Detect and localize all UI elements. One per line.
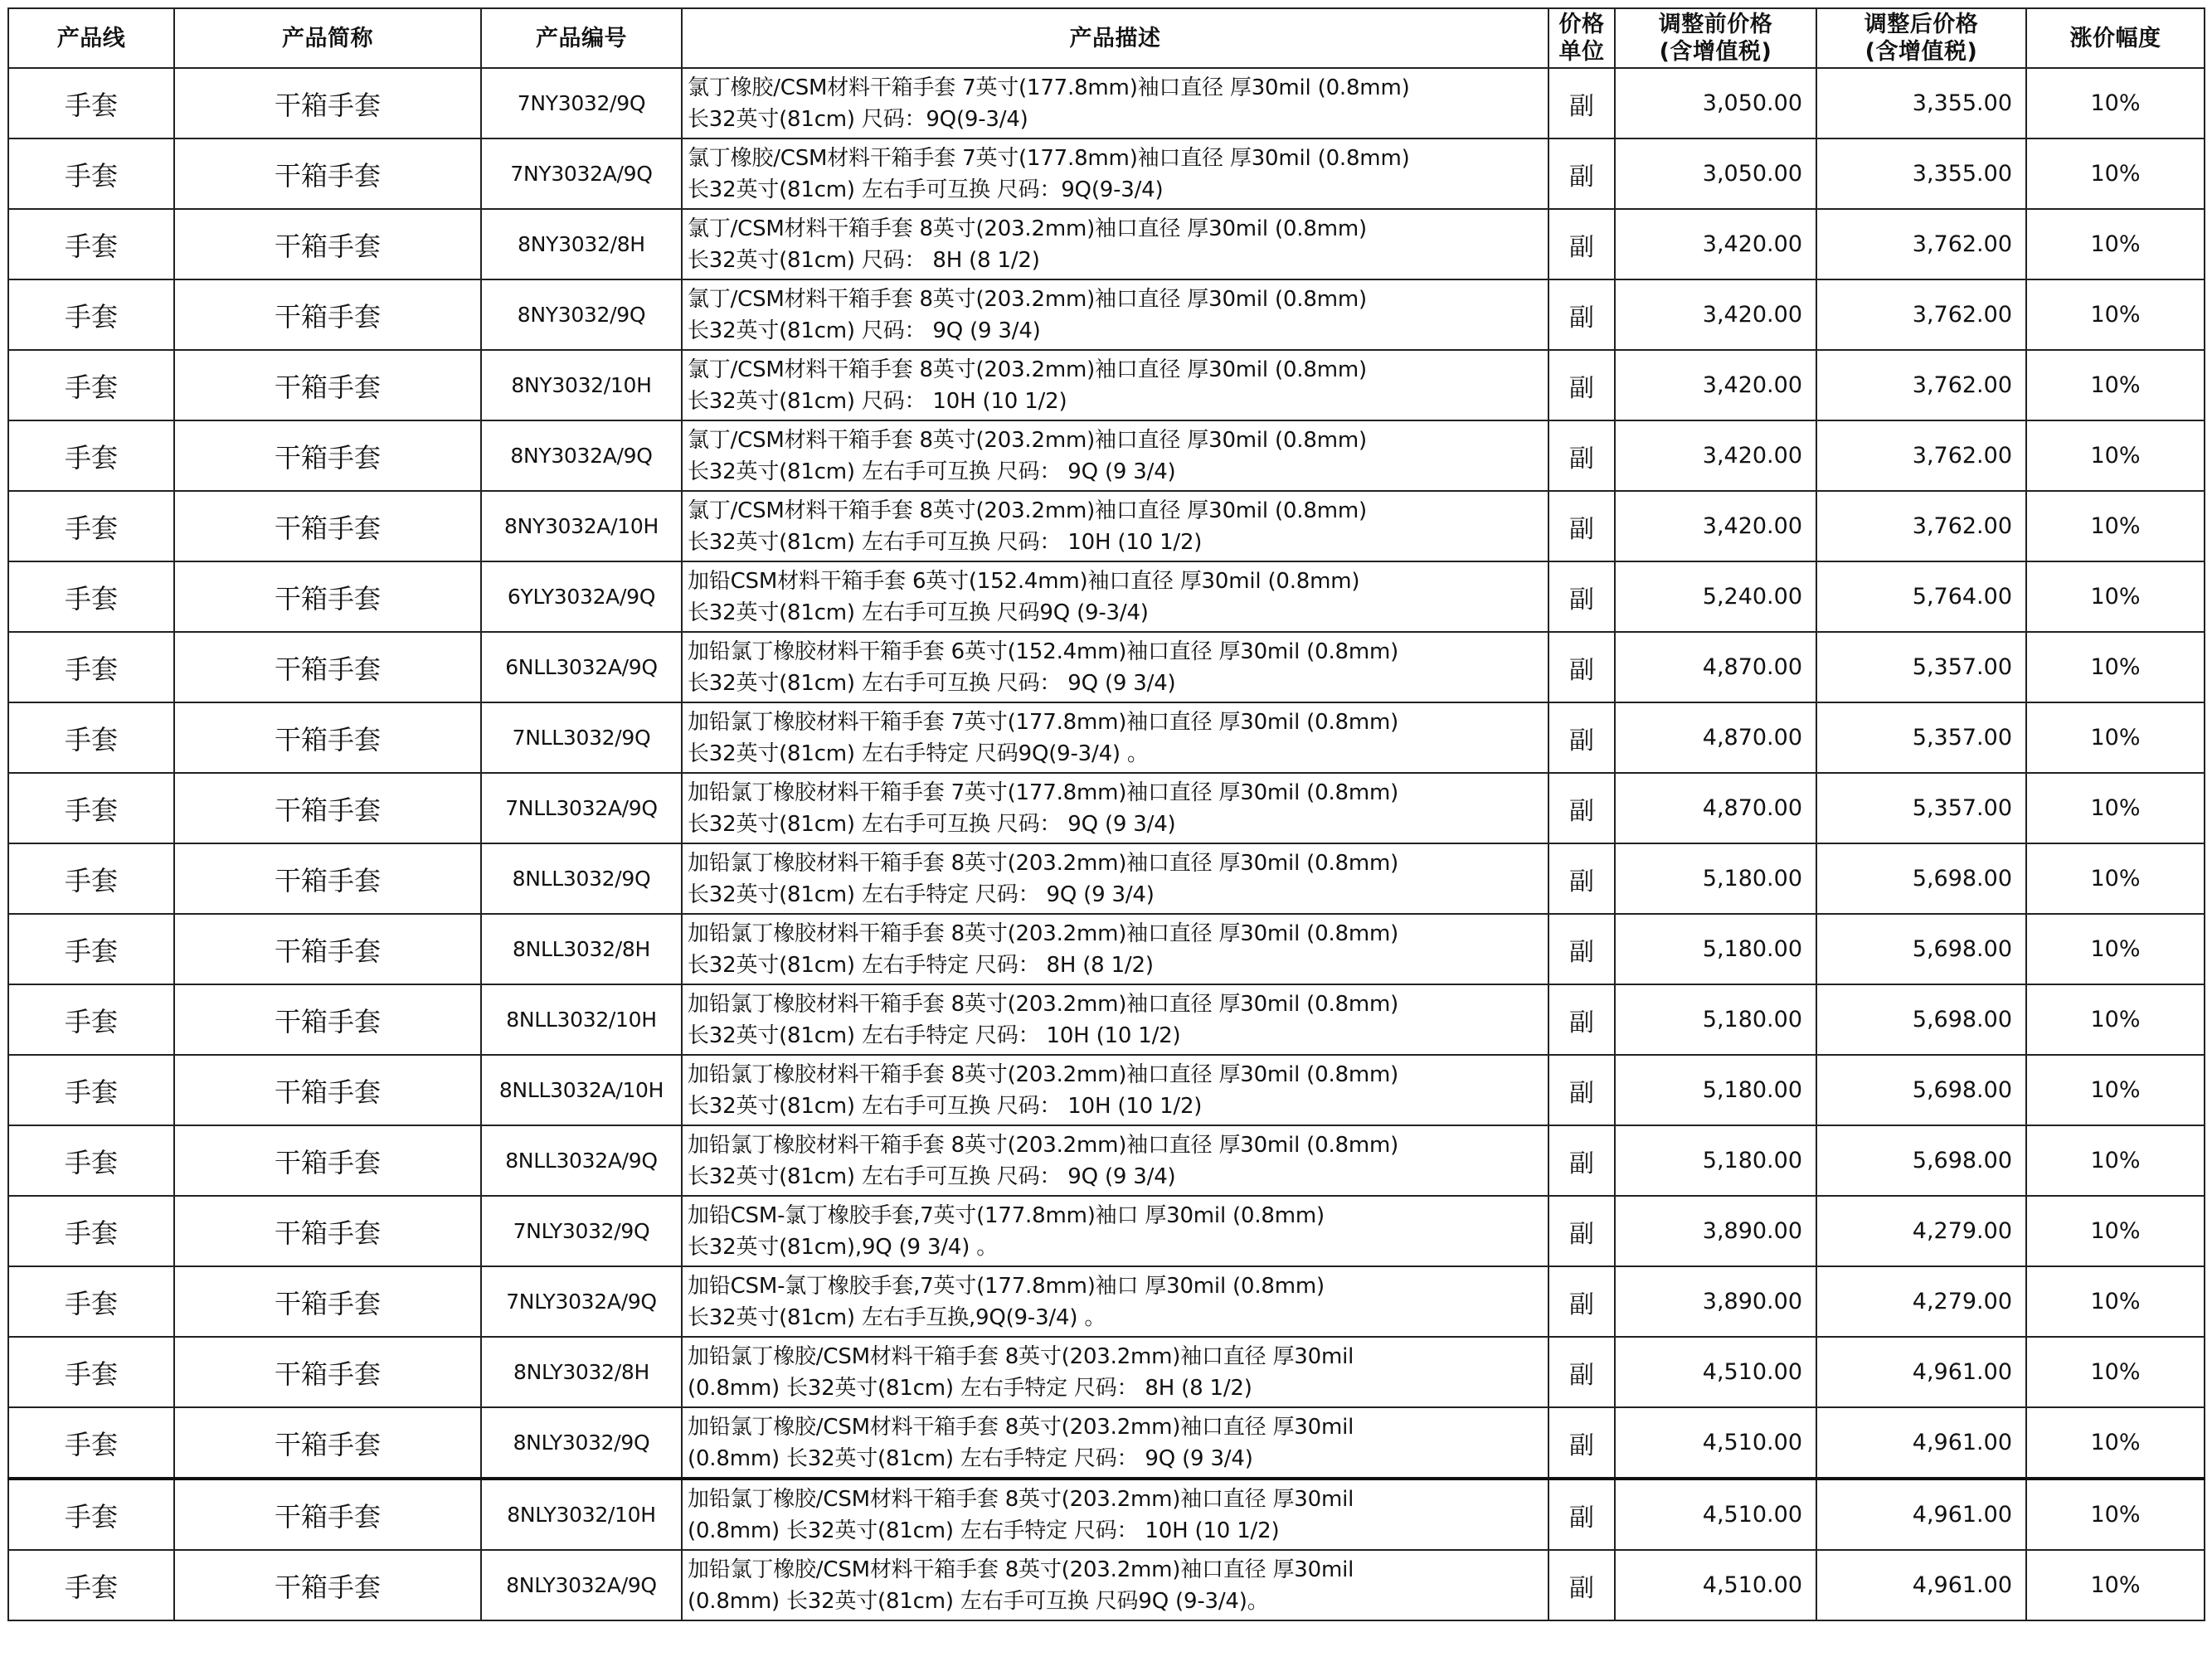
table-row [8, 561, 2205, 632]
price-table [7, 7, 2205, 1621]
price-unit-cell: 副 [1548, 1479, 1615, 1550]
description-cell: 氯丁/CSM材料干箱手套 8英寸(203.2mm)袖口直径 厚30mil (0.8mm) 长32英寸(81cm) 尺码： 8H (8 1/2) [682, 209, 1548, 279]
product-code-cell: 7NLY3032/9Q [481, 1196, 682, 1266]
short-name-cell: 干箱手套 [174, 702, 481, 773]
increase-cell: 10% [2026, 350, 2205, 420]
increase-cell: 10% [2026, 632, 2205, 702]
product-line-cell: 手套 [8, 1055, 174, 1125]
price-after-cell: 3,762.00 [1816, 491, 2026, 561]
price-before-cell: 4,870.00 [1615, 773, 1816, 843]
price-before-cell: 3,420.00 [1615, 279, 1816, 350]
increase-cell: 10% [2026, 138, 2205, 209]
short-name-cell: 干箱手套 [174, 1550, 481, 1620]
short-name-cell: 干箱手套 [174, 279, 481, 350]
price-unit-cell: 副 [1548, 702, 1615, 773]
increase-cell: 10% [2026, 1266, 2205, 1337]
header-product-code: 产品编号 [481, 8, 682, 68]
price-after-cell: 4,961.00 [1816, 1550, 2026, 1620]
price-unit-cell: 副 [1548, 279, 1615, 350]
price-unit-cell: 副 [1548, 773, 1615, 843]
product-code-cell: 8NLY3032/9Q [481, 1407, 682, 1479]
product-line-cell: 手套 [8, 773, 174, 843]
price-after-cell: 3,762.00 [1816, 209, 2026, 279]
price-after-cell: 4,961.00 [1816, 1479, 2026, 1550]
short-name-cell: 干箱手套 [174, 68, 481, 138]
price-unit-cell: 副 [1548, 138, 1615, 209]
short-name-cell: 干箱手套 [174, 1407, 481, 1479]
product-line-cell: 手套 [8, 843, 174, 914]
product-line-cell: 手套 [8, 1407, 174, 1479]
product-line-cell: 手套 [8, 1266, 174, 1337]
table-row [8, 914, 2205, 984]
description-cell: 加铅氯丁橡胶/CSM材料干箱手套 8英寸(203.2mm)袖口直径 厚30mil (0.8mm) 长32英寸(81cm) 左右手特定 尺码： 10H (10 1/2) [682, 1479, 1548, 1550]
price-before-cell: 3,420.00 [1615, 420, 1816, 491]
header-price-unit-line2: 单位 [1558, 39, 1605, 65]
price-before-cell: 5,180.00 [1615, 1055, 1816, 1125]
price-unit-cell: 副 [1548, 420, 1615, 491]
table-row [8, 68, 2205, 138]
short-name-cell: 干箱手套 [174, 1125, 481, 1196]
price-before-cell: 4,510.00 [1615, 1407, 1816, 1479]
product-code-cell: 8NY3032A/10H [481, 491, 682, 561]
product-code-cell: 8NLY3032/10H [481, 1479, 682, 1550]
description-cell: 加铅氯丁橡胶材料干箱手套 7英寸(177.8mm)袖口直径 厚30mil (0.8mm) 长32英寸(81cm) 左右手可互换 尺码： 9Q (9 3/4) [682, 773, 1548, 843]
price-unit-cell: 副 [1548, 843, 1615, 914]
short-name-cell: 干箱手套 [174, 350, 481, 420]
short-name-cell: 干箱手套 [174, 138, 481, 209]
short-name-cell: 干箱手套 [174, 773, 481, 843]
table-row [8, 350, 2205, 420]
table-row [8, 209, 2205, 279]
table-row [8, 1407, 2205, 1479]
description-cell: 加铅氯丁橡胶/CSM材料干箱手套 8英寸(203.2mm)袖口直径 厚30mil (0.8mm) 长32英寸(81cm) 左右手特定 尺码： 8H (8 1/2) [682, 1337, 1548, 1407]
price-unit-cell: 副 [1548, 68, 1615, 138]
product-line-cell: 手套 [8, 561, 174, 632]
header-price-unit-line1: 价格 [1558, 12, 1605, 37]
short-name-cell: 干箱手套 [174, 984, 481, 1055]
header-short-name: 产品简称 [174, 8, 481, 68]
product-line-cell: 手套 [8, 702, 174, 773]
table-row [8, 1125, 2205, 1196]
price-unit-cell: 副 [1548, 1125, 1615, 1196]
price-unit-cell: 副 [1548, 1407, 1615, 1479]
table-row [8, 1479, 2205, 1550]
price-after-cell: 3,762.00 [1816, 350, 2026, 420]
short-name-cell: 干箱手套 [174, 843, 481, 914]
header-row [8, 8, 2205, 68]
header-price-after-line1: 调整后价格 [1864, 12, 1979, 37]
price-before-cell: 3,890.00 [1615, 1266, 1816, 1337]
header-price-after-line2: (含增值税) [1864, 39, 1978, 65]
price-before-cell: 4,510.00 [1615, 1337, 1816, 1407]
short-name-cell: 干箱手套 [174, 561, 481, 632]
increase-cell: 10% [2026, 1055, 2205, 1125]
table-row [8, 984, 2205, 1055]
header-price-unit [1548, 8, 1615, 68]
description-cell: 加铅氯丁橡胶材料干箱手套 8英寸(203.2mm)袖口直径 厚30mil (0.8mm) 长32英寸(81cm) 左右手可互换 尺码： 10H (10 1/2) [682, 1055, 1548, 1125]
product-code-cell: 7NY3032A/9Q [481, 138, 682, 209]
price-after-cell: 4,961.00 [1816, 1407, 2026, 1479]
increase-cell: 10% [2026, 984, 2205, 1055]
product-line-cell: 手套 [8, 279, 174, 350]
description-cell: 加铅氯丁橡胶材料干箱手套 8英寸(203.2mm)袖口直径 厚30mil (0.8mm) 长32英寸(81cm) 左右手可互换 尺码： 9Q (9 3/4) [682, 1125, 1548, 1196]
price-after-cell: 5,698.00 [1816, 843, 2026, 914]
description-cell: 加铅CSM-氯丁橡胶手套,7英寸(177.8mm)袖口 厚30mil (0.8mm) 长32英寸(81cm),9Q (9 3/4) 。 [682, 1196, 1548, 1266]
increase-cell: 10% [2026, 209, 2205, 279]
table-row [8, 1055, 2205, 1125]
price-after-cell: 5,764.00 [1816, 561, 2026, 632]
description-cell: 氯丁/CSM材料干箱手套 8英寸(203.2mm)袖口直径 厚30mil (0.8mm) 长32英寸(81cm) 尺码： 9Q (9 3/4) [682, 279, 1548, 350]
price-before-cell: 4,870.00 [1615, 702, 1816, 773]
header-price-before-line2: (含增值税) [1659, 39, 1772, 65]
price-unit-cell: 副 [1548, 914, 1615, 984]
description-cell: 加铅氯丁橡胶材料干箱手套 8英寸(203.2mm)袖口直径 厚30mil (0.8mm) 长32英寸(81cm) 左右手特定 尺码： 9Q (9 3/4) [682, 843, 1548, 914]
description-cell: 氯丁/CSM材料干箱手套 8英寸(203.2mm)袖口直径 厚30mil (0.8mm) 长32英寸(81cm) 左右手可互换 尺码： 9Q (9 3/4) [682, 420, 1548, 491]
header-price-before [1615, 8, 1816, 68]
increase-cell: 10% [2026, 68, 2205, 138]
product-line-cell: 手套 [8, 138, 174, 209]
product-code-cell: 8NLY3032A/9Q [481, 1550, 682, 1620]
price-before-cell: 5,180.00 [1615, 1125, 1816, 1196]
price-unit-cell: 副 [1548, 984, 1615, 1055]
product-line-cell: 手套 [8, 209, 174, 279]
price-before-cell: 5,240.00 [1615, 561, 1816, 632]
product-code-cell: 7NY3032/9Q [481, 68, 682, 138]
short-name-cell: 干箱手套 [174, 420, 481, 491]
increase-cell: 10% [2026, 1125, 2205, 1196]
product-code-cell: 6NLL3032A/9Q [481, 632, 682, 702]
short-name-cell: 干箱手套 [174, 209, 481, 279]
product-line-cell: 手套 [8, 1125, 174, 1196]
header-description: 产品描述 [682, 8, 1548, 68]
product-line-cell: 手套 [8, 632, 174, 702]
price-unit-cell: 副 [1548, 350, 1615, 420]
product-code-cell: 8NY3032A/9Q [481, 420, 682, 491]
description-cell: 加铅氯丁橡胶材料干箱手套 7英寸(177.8mm)袖口直径 厚30mil (0.8mm) 长32英寸(81cm) 左右手特定 尺码9Q(9-3/4) 。 [682, 702, 1548, 773]
increase-cell: 10% [2026, 773, 2205, 843]
price-before-cell: 3,890.00 [1615, 1196, 1816, 1266]
description-cell: 加铅氯丁橡胶/CSM材料干箱手套 8英寸(203.2mm)袖口直径 厚30mil (0.8mm) 长32英寸(81cm) 左右手可互换 尺码9Q (9-3/4)。 [682, 1550, 1548, 1620]
table-row [8, 491, 2205, 561]
table-row [8, 1266, 2205, 1337]
short-name-cell: 干箱手套 [174, 491, 481, 561]
price-before-cell: 5,180.00 [1615, 984, 1816, 1055]
price-adjustment-sheet [7, 7, 2204, 1621]
description-cell: 加铅氯丁橡胶材料干箱手套 8英寸(203.2mm)袖口直径 厚30mil (0.8mm) 长32英寸(81cm) 左右手特定 尺码： 10H (10 1/2) [682, 984, 1548, 1055]
product-code-cell: 8NLL3032A/10H [481, 1055, 682, 1125]
price-unit-cell: 副 [1548, 561, 1615, 632]
product-line-cell: 手套 [8, 1479, 174, 1550]
price-before-cell: 5,180.00 [1615, 843, 1816, 914]
product-line-cell: 手套 [8, 420, 174, 491]
product-code-cell: 8NLL3032/10H [481, 984, 682, 1055]
price-after-cell: 5,698.00 [1816, 1125, 2026, 1196]
price-unit-cell: 副 [1548, 491, 1615, 561]
price-after-cell: 3,762.00 [1816, 420, 2026, 491]
product-code-cell: 8NLY3032/8H [481, 1337, 682, 1407]
product-code-cell: 7NLL3032A/9Q [481, 773, 682, 843]
price-after-cell: 4,961.00 [1816, 1337, 2026, 1407]
increase-cell: 10% [2026, 843, 2205, 914]
table-row [8, 1550, 2205, 1620]
price-unit-cell: 副 [1548, 1196, 1615, 1266]
description-cell: 氯丁橡胶/CSM材料干箱手套 7英寸(177.8mm)袖口直径 厚30mil (0.8mm) 长32英寸(81cm) 左右手可互换 尺码：9Q(9-3/4) [682, 138, 1548, 209]
price-before-cell: 3,050.00 [1615, 68, 1816, 138]
price-unit-cell: 副 [1548, 1337, 1615, 1407]
increase-cell: 10% [2026, 702, 2205, 773]
price-unit-cell: 副 [1548, 209, 1615, 279]
price-after-cell: 5,357.00 [1816, 773, 2026, 843]
product-line-cell: 手套 [8, 1196, 174, 1266]
description-cell: 氯丁橡胶/CSM材料干箱手套 7英寸(177.8mm)袖口直径 厚30mil (0.8mm) 长32英寸(81cm) 尺码：9Q(9-3/4) [682, 68, 1548, 138]
product-line-cell: 手套 [8, 1550, 174, 1620]
price-before-cell: 5,180.00 [1615, 914, 1816, 984]
product-code-cell: 7NLY3032A/9Q [481, 1266, 682, 1337]
short-name-cell: 干箱手套 [174, 1479, 481, 1550]
price-after-cell: 3,762.00 [1816, 279, 2026, 350]
increase-cell: 10% [2026, 1337, 2205, 1407]
short-name-cell: 干箱手套 [174, 1337, 481, 1407]
price-unit-cell: 副 [1548, 1055, 1615, 1125]
increase-cell: 10% [2026, 279, 2205, 350]
price-unit-cell: 副 [1548, 632, 1615, 702]
table-row [8, 1196, 2205, 1266]
product-code-cell: 8NY3032/8H [481, 209, 682, 279]
product-line-cell: 手套 [8, 914, 174, 984]
price-before-cell: 4,510.00 [1615, 1479, 1816, 1550]
price-after-cell: 5,357.00 [1816, 632, 2026, 702]
price-after-cell: 4,279.00 [1816, 1196, 2026, 1266]
description-cell: 氯丁/CSM材料干箱手套 8英寸(203.2mm)袖口直径 厚30mil (0.8mm) 长32英寸(81cm) 尺码： 10H (10 1/2) [682, 350, 1548, 420]
increase-cell: 10% [2026, 1196, 2205, 1266]
short-name-cell: 干箱手套 [174, 1196, 481, 1266]
header-price-after [1816, 8, 2026, 68]
product-code-cell: 8NY3032/10H [481, 350, 682, 420]
table-row [8, 773, 2205, 843]
description-cell: 加铅CSM-氯丁橡胶手套,7英寸(177.8mm)袖口 厚30mil (0.8mm) 长32英寸(81cm) 左右手互换,9Q(9-3/4) 。 [682, 1266, 1548, 1337]
description-cell: 加铅氯丁橡胶/CSM材料干箱手套 8英寸(203.2mm)袖口直径 厚30mil (0.8mm) 长32英寸(81cm) 左右手特定 尺码： 9Q (9 3/4) [682, 1407, 1548, 1479]
table-body [8, 68, 2205, 1620]
price-after-cell: 4,279.00 [1816, 1266, 2026, 1337]
product-line-cell: 手套 [8, 68, 174, 138]
table-row [8, 843, 2205, 914]
product-line-cell: 手套 [8, 984, 174, 1055]
product-code-cell: 6YLY3032A/9Q [481, 561, 682, 632]
price-before-cell: 4,870.00 [1615, 632, 1816, 702]
price-before-cell: 3,420.00 [1615, 209, 1816, 279]
product-code-cell: 8NLL3032A/9Q [481, 1125, 682, 1196]
short-name-cell: 干箱手套 [174, 1266, 481, 1337]
description-cell: 氯丁/CSM材料干箱手套 8英寸(203.2mm)袖口直径 厚30mil (0.8mm) 长32英寸(81cm) 左右手可互换 尺码： 10H (10 1/2) [682, 491, 1548, 561]
price-before-cell: 4,510.00 [1615, 1550, 1816, 1620]
product-code-cell: 8NLL3032/9Q [481, 843, 682, 914]
header-product-line: 产品线 [8, 8, 174, 68]
price-after-cell: 3,355.00 [1816, 138, 2026, 209]
increase-cell: 10% [2026, 1479, 2205, 1550]
header-price-before-line1: 调整前价格 [1658, 12, 1773, 37]
description-cell: 加铅氯丁橡胶材料干箱手套 6英寸(152.4mm)袖口直径 厚30mil (0.8mm) 长32英寸(81cm) 左右手可互换 尺码： 9Q (9 3/4) [682, 632, 1548, 702]
product-line-cell: 手套 [8, 350, 174, 420]
table-row [8, 420, 2205, 491]
increase-cell: 10% [2026, 420, 2205, 491]
increase-cell: 10% [2026, 1550, 2205, 1620]
product-line-cell: 手套 [8, 1337, 174, 1407]
price-after-cell: 5,357.00 [1816, 702, 2026, 773]
table-row [8, 632, 2205, 702]
price-unit-cell: 副 [1548, 1266, 1615, 1337]
table-row [8, 1337, 2205, 1407]
table-row [8, 279, 2205, 350]
product-code-cell: 8NLL3032/8H [481, 914, 682, 984]
price-before-cell: 3,050.00 [1615, 138, 1816, 209]
description-cell: 加铅氯丁橡胶材料干箱手套 8英寸(203.2mm)袖口直径 厚30mil (0.8mm) 长32英寸(81cm) 左右手特定 尺码： 8H (8 1/2) [682, 914, 1548, 984]
price-before-cell: 3,420.00 [1615, 491, 1816, 561]
increase-cell: 10% [2026, 561, 2205, 632]
product-code-cell: 8NY3032/9Q [481, 279, 682, 350]
increase-cell: 10% [2026, 914, 2205, 984]
table-row [8, 138, 2205, 209]
price-after-cell: 5,698.00 [1816, 984, 2026, 1055]
description-cell: 加铅CSM材料干箱手套 6英寸(152.4mm)袖口直径 厚30mil (0.8mm) 长32英寸(81cm) 左右手可互换 尺码9Q (9-3/4) [682, 561, 1548, 632]
price-after-cell: 5,698.00 [1816, 1055, 2026, 1125]
short-name-cell: 干箱手套 [174, 914, 481, 984]
price-after-cell: 3,355.00 [1816, 68, 2026, 138]
increase-cell: 10% [2026, 1407, 2205, 1479]
price-after-cell: 5,698.00 [1816, 914, 2026, 984]
price-unit-cell: 副 [1548, 1550, 1615, 1620]
short-name-cell: 干箱手套 [174, 632, 481, 702]
price-before-cell: 3,420.00 [1615, 350, 1816, 420]
product-line-cell: 手套 [8, 491, 174, 561]
product-code-cell: 7NLL3032/9Q [481, 702, 682, 773]
header-increase: 涨价幅度 [2026, 8, 2205, 68]
table-row [8, 702, 2205, 773]
short-name-cell: 干箱手套 [174, 1055, 481, 1125]
increase-cell: 10% [2026, 491, 2205, 561]
